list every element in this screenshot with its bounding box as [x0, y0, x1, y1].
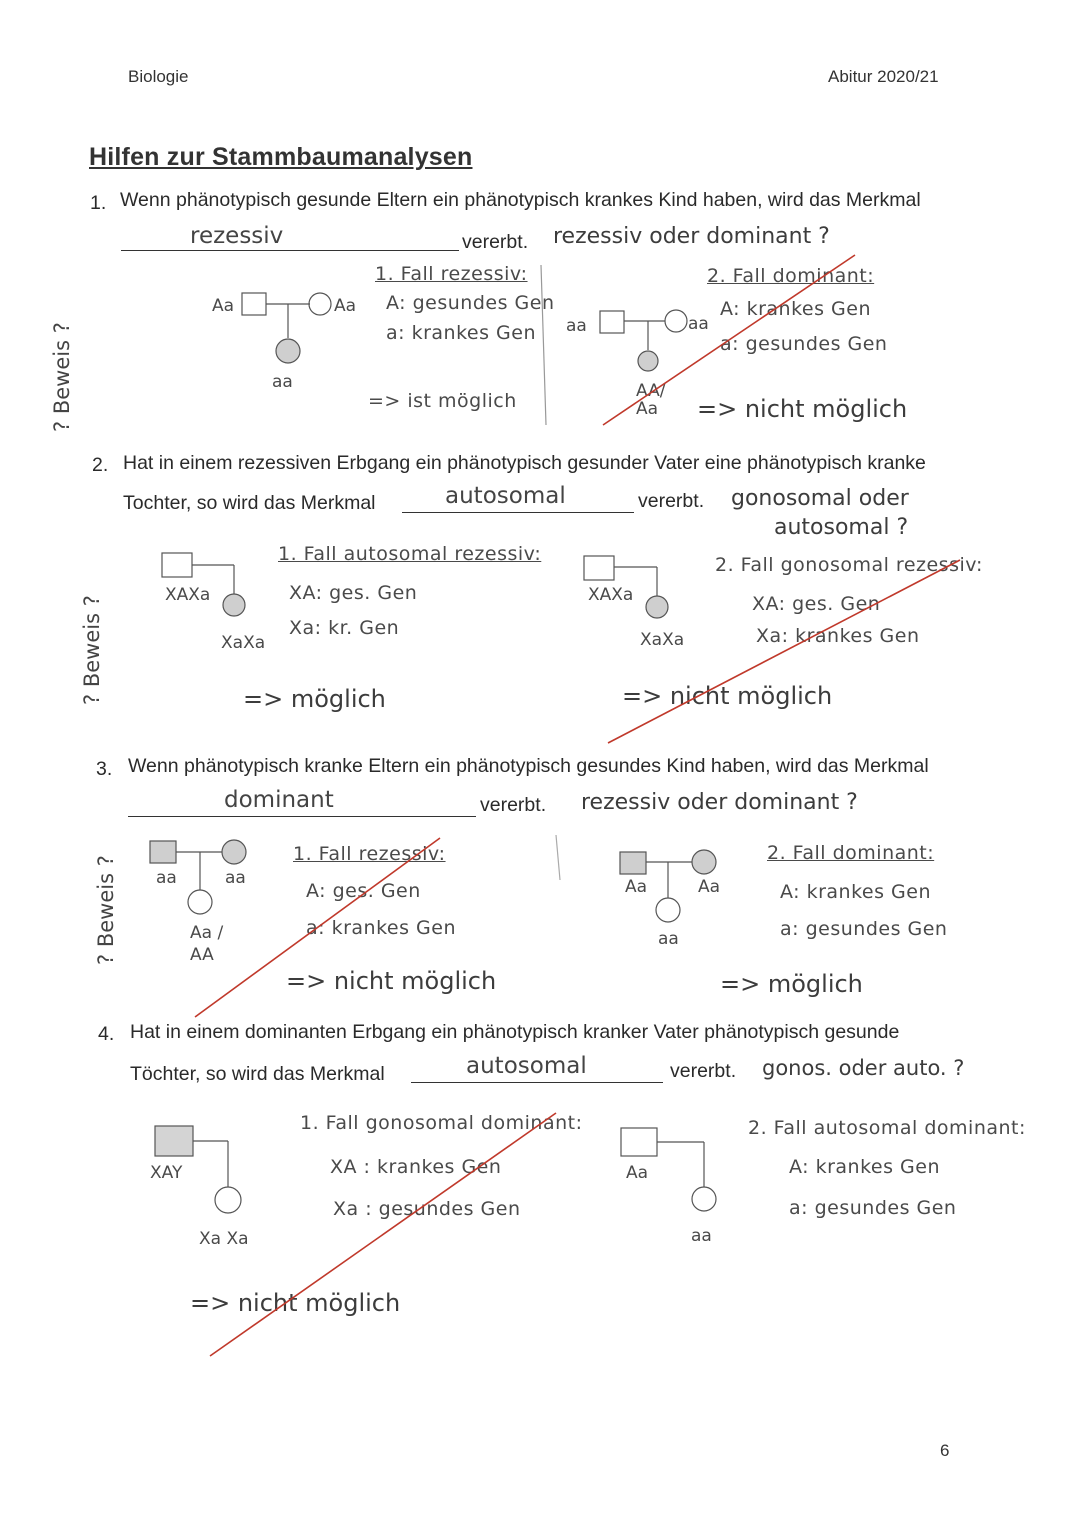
q2-c2-child-symbol — [646, 596, 668, 618]
q1-c1-gene1: A: gesundes Gen — [386, 292, 555, 314]
q3-c1-father: aa — [156, 868, 177, 888]
q2-number: 2. — [92, 454, 109, 476]
q1-c1-gene2: a: krankes Gen — [386, 322, 536, 344]
q3-text: Wenn phänotypisch kranke Eltern ein phänotypisch gesundes Kind haben, wird das Merkmal — [128, 755, 929, 777]
q3-answer: dominant — [224, 787, 334, 813]
q1-c1-father-symbol — [242, 293, 266, 315]
q2-c2-child: XaXa — [640, 630, 685, 650]
q3-c1-father-symbol — [150, 841, 176, 863]
q1-c2-child-symbol — [638, 351, 658, 371]
q2-c1-gene1: XA: ges. Gen — [289, 582, 418, 604]
q2-note2: autosomal ? — [774, 515, 909, 540]
q3-c2-result: => möglich — [720, 970, 863, 998]
q1-suffix: vererbt. — [462, 231, 529, 253]
q4-c2-child-symbol — [692, 1187, 716, 1211]
q1-note: rezessiv oder dominant ? — [553, 224, 830, 249]
q3-c2-gene2: a: gesundes Gen — [780, 918, 948, 940]
q2-suffix: vererbt. — [638, 490, 705, 512]
q3-c2-father: Aa — [625, 877, 648, 897]
q3-c1-result: => nicht möglich — [286, 967, 497, 995]
q2-c2-strike — [608, 560, 960, 743]
q3-note: rezessiv oder dominant ? — [581, 790, 858, 815]
q3-c2-mother: Aa — [698, 877, 721, 897]
q1-c2-mother: aa — [688, 314, 709, 334]
q2-c2-gene2: Xa: krankes Gen — [756, 625, 920, 647]
q4-c1-gene2: Xa : gesundes Gen — [333, 1198, 521, 1220]
q2-note1: gonosomal oder — [731, 486, 909, 511]
q4-c1-child: Xa Xa — [199, 1229, 249, 1249]
page-title: Hilfen zur Stammbaumanalysen — [89, 143, 473, 171]
q3-c2-child-symbol — [656, 898, 680, 922]
header-course: Abitur 2020/21 — [828, 67, 939, 86]
q2-c2-father: XAXa — [588, 585, 634, 605]
q4-c1-title: 1. Fall gonosomal dominant: — [300, 1112, 583, 1134]
q1-c1-father: Aa — [212, 296, 235, 316]
q1-c2-gene1: A: krankes Gen — [720, 298, 872, 320]
q3-suffix: vererbt. — [480, 794, 547, 816]
q3-c1-strike — [195, 838, 440, 1017]
side-label-1: ? Beweis ? — [50, 322, 74, 432]
q2-text1: Hat in einem rezessiven Erbgang ein phänotypisch gesunder Vater eine phänotypisch kranke — [123, 452, 926, 474]
q3-c1-mother-symbol — [222, 840, 246, 864]
q2-c1-child: XaXa — [221, 633, 266, 653]
q3-c2-father-symbol — [620, 852, 646, 874]
q4-c2-child: aa — [691, 1226, 712, 1246]
q2-c2-gene1: XA: ges. Gen — [752, 593, 881, 615]
q1-c2-strike — [603, 255, 855, 425]
q2-c1-result: => möglich — [243, 685, 386, 713]
q1-c2-result: => nicht möglich — [697, 395, 908, 423]
q4-c2-father-symbol — [621, 1128, 657, 1156]
q4-text1: Hat in einem dominanten Erbgang ein phänotypisch kranker Vater phänotypisch gesunde — [130, 1021, 900, 1043]
q2-answer: autosomal — [445, 483, 566, 509]
q3-c2-mother-symbol — [692, 850, 716, 874]
q1-c2-gene2: a: gesundes Gen — [720, 333, 888, 355]
q4-c1-result: => nicht möglich — [190, 1289, 401, 1317]
q1-c1-title: 1. Fall rezessiv: — [375, 263, 528, 285]
q1-c1-child-symbol — [276, 339, 300, 363]
q1-text: Wenn phänotypisch gesunde Eltern ein phänotypisch krankes Kind haben, wird das Merkmal — [120, 189, 921, 211]
side-label-2: ? Beweis ? — [80, 595, 104, 705]
q1-c2-mother-symbol — [665, 310, 687, 332]
side-label-3: ? Beweis ? — [94, 855, 118, 965]
q1-c1-mother: Aa — [334, 296, 357, 316]
q2-c2-title: 2. Fall gonosomal rezessiv: — [715, 554, 983, 576]
q3-c1-title: 1. Fall rezessiv: — [293, 843, 446, 865]
q4-number: 4. — [98, 1023, 115, 1045]
q2-c1-child-symbol — [223, 594, 245, 616]
q4-answer: autosomal — [466, 1053, 587, 1079]
q2-c2-result: => nicht möglich — [622, 682, 833, 710]
q3-c1-gene2: a: krankes Gen — [306, 917, 456, 939]
q2-c1-father-symbol — [162, 553, 192, 577]
q1-c1-child: aa — [272, 372, 293, 392]
q4-c1-father-symbol — [155, 1126, 193, 1156]
q4-c1-child-symbol — [215, 1187, 241, 1213]
header-subject: Biologie — [128, 67, 189, 86]
q1-number: 1. — [90, 192, 107, 214]
q1-c2-title: 2. Fall dominant: — [707, 265, 875, 287]
q2-c1-gene2: Xa: kr. Gen — [289, 617, 400, 639]
q3-number: 3. — [96, 758, 113, 780]
q4-c2-gene1: A: krankes Gen — [789, 1156, 941, 1178]
q3-c1-child: Aa / AA — [190, 923, 224, 965]
q4-c2-title: 2. Fall autosomal dominant: — [748, 1117, 1026, 1139]
q4-note: gonos. oder auto. ? — [762, 1056, 965, 1080]
page-number: 6 — [940, 1441, 950, 1460]
q3-c1-mother: aa — [225, 868, 246, 888]
q2-c2-father-symbol — [584, 556, 614, 580]
q4-c2-gene2: a: gesundes Gen — [789, 1197, 957, 1219]
q2-c1-title: 1. Fall autosomal rezessiv: — [278, 543, 542, 565]
q4-c1-father: XAY — [150, 1163, 183, 1183]
q4-c2-father: Aa — [626, 1163, 649, 1183]
q1-answer: rezessiv — [190, 223, 284, 249]
q3-c2-child: aa — [658, 929, 679, 949]
q1-c1-mother-symbol — [309, 293, 331, 315]
q1-c1-result: => ist möglich — [368, 390, 517, 412]
q4-text2: Töchter, so wird das Merkmal — [130, 1063, 385, 1085]
q1-c2-father-symbol — [600, 311, 624, 333]
q4-c1-gene1: XA : krankes Gen — [330, 1156, 502, 1178]
q2-text2: Tochter, so wird das Merkmal — [123, 492, 376, 514]
q3-c2-gene1: A: krankes Gen — [780, 881, 932, 903]
q1-c2-child: AA/ Aa — [636, 381, 666, 419]
q4-c1-strike — [210, 1113, 556, 1356]
q4-suffix: vererbt. — [670, 1060, 737, 1082]
q2-c1-father: XAXa — [165, 585, 211, 605]
q1-c2-father: aa — [566, 316, 587, 336]
q3-c1-child-symbol — [188, 890, 212, 914]
q3-c1-gene1: A: ges. Gen — [306, 880, 421, 902]
q3-c2-title: 2. Fall dominant: — [767, 842, 935, 864]
